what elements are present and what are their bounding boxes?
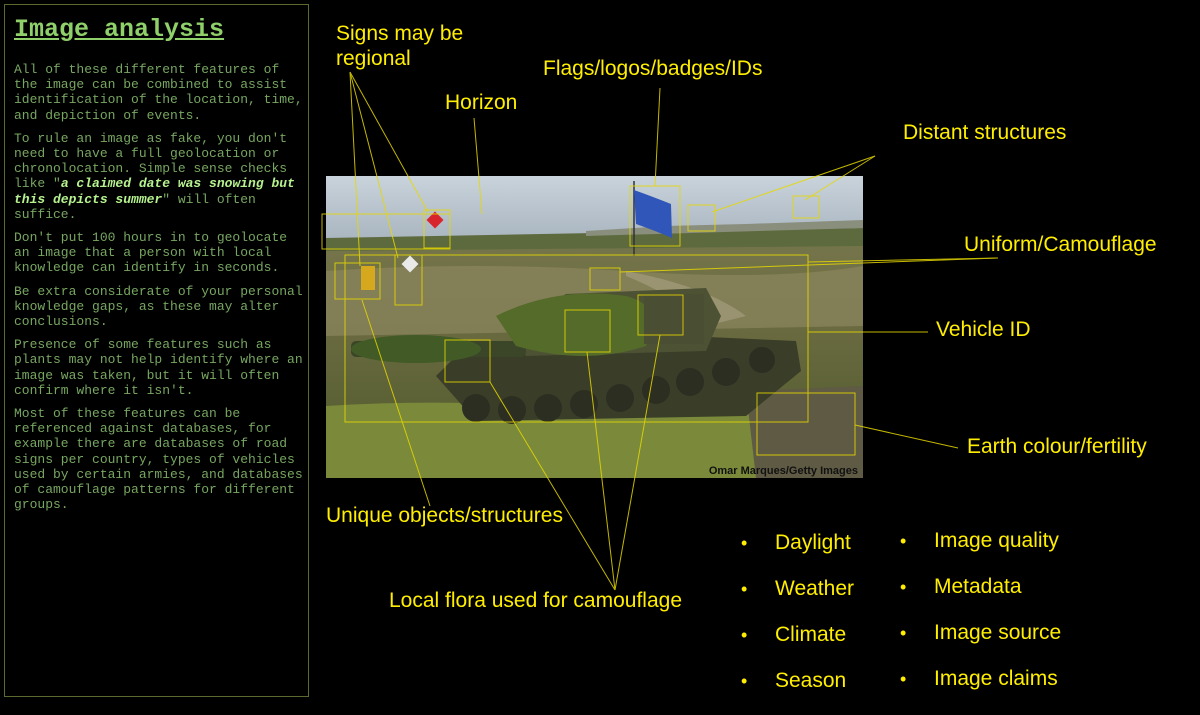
- paragraph-rule-fake-end: " will often suffice.: [14, 191, 256, 222]
- paragraph-rule-fake: [14, 131, 310, 222]
- panel-title: Image analysis: [14, 15, 225, 44]
- signs-label-line2: regional: [336, 47, 411, 70]
- flags-leader: [655, 88, 660, 186]
- tank-photo: [326, 176, 863, 478]
- distant-structures-label: Distant structures: [903, 121, 1067, 144]
- earth-leader: [855, 425, 958, 448]
- paragraph-combined-features: All of these different features of the image can be combined to assist identification of the location, time, and depiction of events.: [14, 62, 303, 123]
- panel-body: [14, 62, 310, 520]
- flags-label: Flags/logos/badges/IDs: [543, 57, 763, 80]
- paragraph-plants: Presence of some features such as plants may not help identify where an image was taken, but it will often confirm where it isn't.: [14, 337, 303, 398]
- bullet-item: • Image claims: [900, 667, 1061, 713]
- uniform-label: Uniform/Camouflage: [964, 233, 1157, 256]
- vehicle-id-label: Vehicle ID: [936, 318, 1031, 341]
- signs-label-line1: Signs may be: [336, 22, 464, 45]
- horizon-label: Horizon: [445, 91, 518, 114]
- yellow-post: [361, 266, 375, 290]
- tank-photo-illustration: [326, 176, 863, 478]
- signs-label: [336, 21, 463, 71]
- bullet-item: • Climate: [741, 623, 854, 669]
- bullet-list-conditions: [741, 531, 854, 715]
- bullet-item: • Daylight: [741, 531, 854, 577]
- bullet-item: • Metadata: [900, 575, 1061, 621]
- paragraph-local-knowledge: Don't put 100 hours in to geolocate an image that a person with local knowledge can identify in seconds.: [14, 230, 288, 276]
- paragraph-databases: Most of these features can be referenced against databases, for example there are databases of road signs per country, types of vehicles used by certain armies, and databases of camouflage patterns for different groups.: [14, 406, 303, 513]
- bullet-item: • Weather: [741, 577, 854, 623]
- paragraph-knowledge-gaps: Be extra considerate of your personal knowledge gaps, as these may alter conclusions.: [14, 283, 303, 330]
- unique-objects-label: Unique objects/structures: [326, 504, 563, 527]
- bullet-item: • Image source: [900, 621, 1061, 667]
- bullet-item: • Season: [741, 669, 854, 715]
- paragraph-rule-fake-start: To rule an image as fake, you don't need to have a full geolocation or chronolocation. Simple sense checks like ": [14, 130, 288, 192]
- info-panel: [4, 4, 309, 697]
- bullet-list-image: [900, 529, 1061, 713]
- earth-label: Earth colour/fertility: [967, 435, 1147, 458]
- photo-credit: Omar Marques/Getty Images: [708, 465, 858, 477]
- paragraph-rule-fake-emphasis: a claimed date was snowing but this depicts summer: [14, 176, 295, 207]
- local-flora-label: Local flora used for camouflage: [389, 589, 683, 612]
- bullet-item: • Image quality: [900, 529, 1061, 575]
